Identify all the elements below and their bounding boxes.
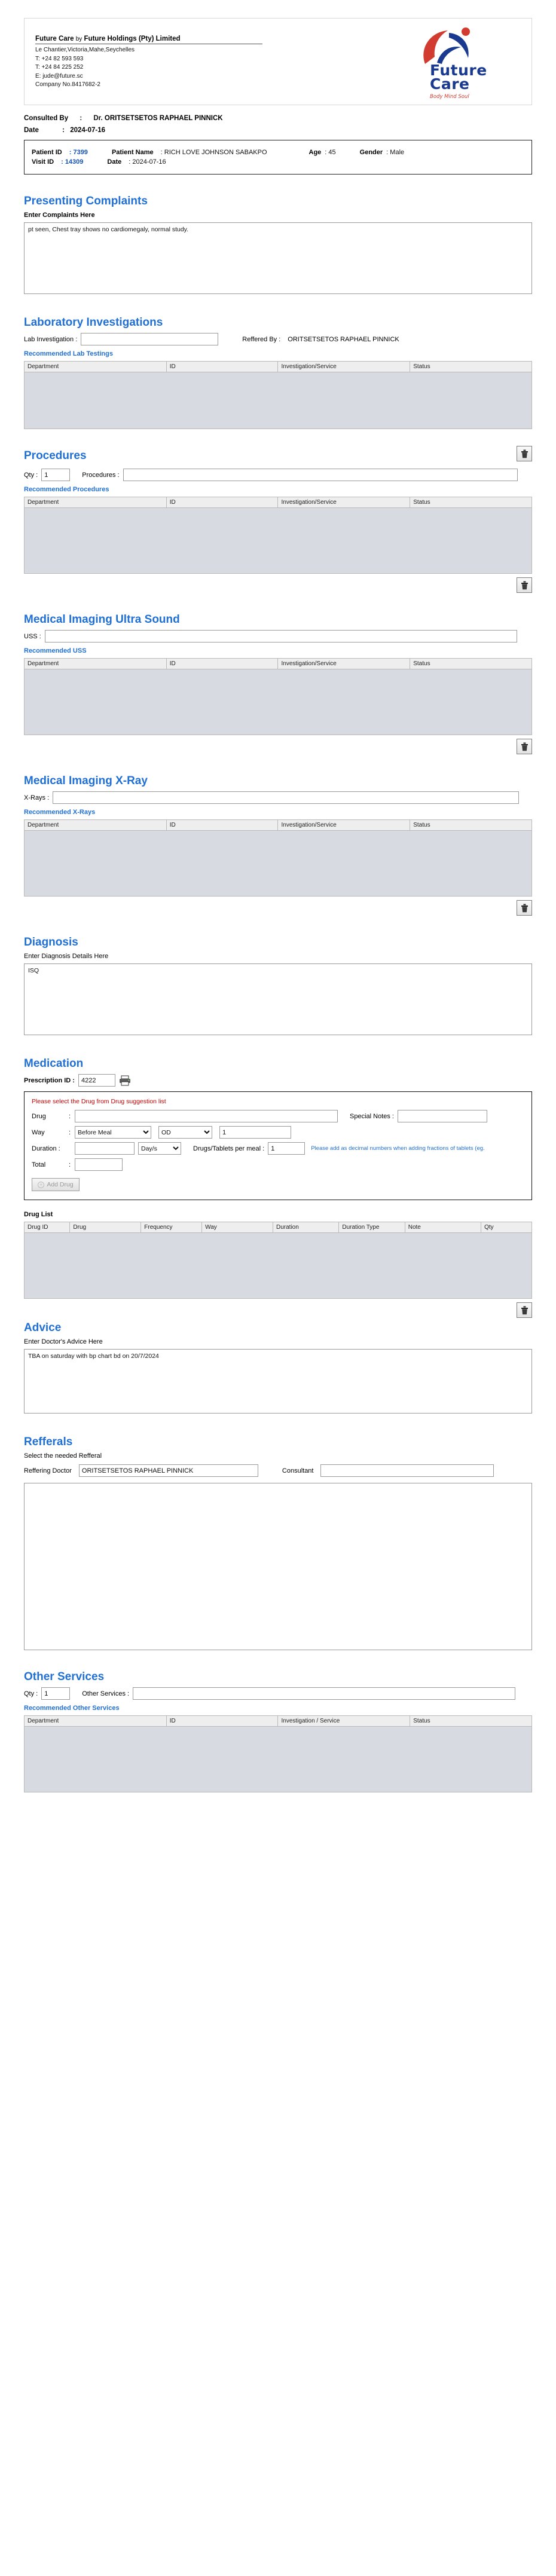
drug-col-qty: Qty	[481, 1222, 532, 1233]
drug-col-id: Drug ID	[25, 1222, 70, 1233]
medication-heading: Medication	[24, 1057, 84, 1070]
procedures-heading: Procedures	[24, 449, 87, 462]
consulted-by-row	[24, 115, 532, 122]
consult-date-value: 2024-07-16	[70, 127, 106, 134]
uss-heading: Medical Imaging Ultra Sound	[24, 613, 180, 626]
drug-col-duration: Duration	[273, 1222, 339, 1233]
xray-col-id: ID	[166, 820, 278, 831]
xray-delete-button[interactable]	[517, 900, 532, 916]
patient-name-label: Patient Name	[111, 149, 154, 156]
procedures-qty-input[interactable]	[41, 469, 70, 481]
company-by: by	[75, 36, 83, 42]
xray-col-status: Status	[410, 820, 532, 831]
other-services-label: Other Services :	[82, 1690, 130, 1697]
company-number: Company No.8417682-2	[35, 81, 100, 88]
drug-list-delete-row	[24, 1302, 532, 1318]
lab-investigations-heading: Laboratory Investigations	[24, 316, 163, 329]
refferals-heading: Refferals	[24, 1436, 73, 1448]
table-header-row	[25, 1716, 532, 1727]
xray-table-body[interactable]	[24, 831, 532, 897]
logo-tagline: Body Mind Soul	[430, 94, 469, 100]
table-header-row	[25, 1222, 532, 1233]
patient-id-label: Patient ID	[32, 149, 62, 156]
patient-info-line-1	[32, 149, 524, 156]
letterhead-text	[35, 27, 262, 90]
procedures-delete-row	[24, 446, 532, 461]
way-select[interactable]	[75, 1126, 151, 1139]
patient-age-value: : 45	[325, 149, 336, 156]
procedures-table-header	[24, 497, 532, 508]
visit-id-value: : 14309	[61, 158, 84, 166]
other-services-table-body[interactable]	[24, 1727, 532, 1792]
drug-list-heading: Drug List	[24, 1211, 53, 1218]
xray-col-department: Department	[25, 820, 167, 831]
recommended-uss-link[interactable]: Recommended USS	[24, 647, 87, 654]
drug-list-table-header	[24, 1222, 532, 1233]
procedures-delete-button[interactable]	[517, 446, 532, 461]
company-title	[35, 35, 262, 44]
os-col-id: ID	[166, 1716, 278, 1727]
os-col-investigation: Investigation / Service	[278, 1716, 410, 1727]
os-col-department: Department	[25, 1716, 167, 1727]
drug-row: Drug : Special Notes :	[32, 1110, 524, 1122]
refferals-row	[24, 1464, 532, 1477]
complaints-textarea[interactable]	[24, 222, 532, 294]
proc-col-department: Department	[25, 497, 167, 508]
lab-col-status: Status	[410, 362, 532, 372]
other-services-qty-label: Qty :	[24, 1690, 38, 1697]
procedures-row-delete-button[interactable]	[517, 577, 532, 593]
trash-icon	[521, 904, 528, 913]
frequency-input[interactable]	[219, 1126, 291, 1139]
advice-heading: Advice	[24, 1321, 62, 1334]
drug-col-way: Way	[202, 1222, 273, 1233]
logo-line-2: Care	[430, 75, 470, 93]
duration-label: Duration :	[32, 1145, 60, 1152]
consult-date-label: Date	[24, 127, 39, 134]
print-icon[interactable]	[119, 1075, 131, 1086]
xray-delete-row	[24, 900, 532, 916]
reffered-by-value: ORITSETSETOS RAPHAEL PINNICK	[288, 335, 399, 343]
prescription-id-label: Prescription ID :	[24, 1076, 75, 1084]
os-col-status: Status	[410, 1716, 532, 1727]
company-rest: Future Holdings (Pty) Limited	[84, 35, 181, 42]
drug-col-drug: Drug	[70, 1222, 141, 1233]
special-notes-label: Special Notes :	[350, 1112, 394, 1120]
reffered-by-label: Reffered By :	[242, 335, 281, 343]
advice-textarea[interactable]	[24, 1349, 532, 1414]
consult-date-row	[24, 127, 532, 134]
logo-line-1: Future	[430, 62, 487, 79]
drug-input[interactable]	[75, 1110, 338, 1122]
lab-col-department: Department	[25, 362, 167, 372]
route-select[interactable]	[158, 1126, 212, 1139]
procedures-row-delete-row	[24, 577, 532, 593]
company-tel-1: T: +24 82 593 593	[35, 55, 84, 62]
lab-results-table-header	[24, 361, 532, 372]
recommended-procedures-link[interactable]: Recommended Procedures	[24, 486, 109, 493]
visit-id-label: Visit ID	[32, 158, 54, 166]
lab-investigation-input[interactable]	[81, 333, 218, 345]
refferals-sub-label: Select the needed Refferal	[24, 1452, 102, 1460]
table-header-row	[25, 362, 532, 372]
uss-table-body[interactable]	[24, 669, 532, 735]
table-header-row	[25, 820, 532, 831]
lab-investigation-label: Lab Investigation :	[24, 335, 78, 343]
uss-col-status: Status	[410, 659, 532, 669]
patient-gender-value: : Male	[386, 149, 405, 156]
other-services-qty-input[interactable]	[41, 1687, 70, 1700]
other-services-table-header	[24, 1715, 532, 1727]
xray-row	[24, 791, 532, 804]
uss-row	[24, 630, 532, 643]
uss-table-header	[24, 658, 532, 669]
visit-date-value: : 2024-07-16	[129, 158, 166, 166]
consulted-by-colon: :	[80, 115, 83, 122]
complaints-sub-label: Enter Complaints Here	[24, 212, 95, 219]
xray-label: X-Rays :	[24, 794, 50, 801]
reffering-doctor-label: Reffering Doctor	[24, 1467, 72, 1474]
proc-col-status: Status	[410, 497, 532, 508]
drug-col-duration-type: Duration Type	[339, 1222, 405, 1233]
drug-list-delete-button[interactable]	[517, 1302, 532, 1318]
procedures-input[interactable]	[123, 469, 518, 481]
plus-icon: +	[38, 1182, 44, 1188]
trash-icon	[521, 449, 528, 458]
recommended-xrays-link[interactable]: Recommended X-Rays	[24, 809, 96, 816]
uss-col-department: Department	[25, 659, 167, 669]
visit-date-label: Date	[107, 158, 122, 166]
uss-col-id: ID	[166, 659, 278, 669]
table-header-row	[25, 497, 532, 508]
add-drug-button[interactable]	[32, 1178, 80, 1191]
uss-delete-button[interactable]	[517, 739, 532, 754]
prescription-id-input[interactable]	[78, 1074, 115, 1087]
trash-icon	[521, 1306, 528, 1315]
lab-col-id: ID	[166, 362, 278, 372]
add-drug-label: Add Drug	[47, 1181, 74, 1188]
total-input[interactable]	[75, 1158, 123, 1171]
way-row: Way : Before Meal OD 1	[32, 1126, 524, 1139]
advice-sub-label: Enter Doctor's Advice Here	[24, 1338, 103, 1345]
doctor-title: Dr.	[93, 115, 103, 122]
proc-col-investigation: Investigation/Service	[278, 497, 410, 508]
per-meal-input[interactable]	[268, 1142, 305, 1155]
consultant-label: Consultant	[282, 1467, 314, 1474]
prescription-id-row	[24, 1074, 532, 1087]
company-address: Le Chantier,Victoria,Mahe,Seychelles	[35, 47, 135, 53]
presenting-complaints-heading: Presenting Complaints	[24, 195, 148, 207]
company-address-block	[35, 46, 262, 90]
lab-investigation-row	[24, 333, 532, 345]
way-label: Way	[32, 1128, 45, 1136]
company-email: E: jude@future.sc	[35, 72, 83, 79]
other-services-input[interactable]	[133, 1687, 515, 1700]
consultant-input[interactable]	[320, 1464, 494, 1477]
company-name: Future Care	[35, 35, 74, 42]
patient-info-box	[24, 140, 532, 175]
uss-delete-row	[24, 739, 532, 754]
patient-age-label: Age	[308, 149, 322, 156]
special-notes-input[interactable]	[398, 1110, 487, 1122]
refferals-panel[interactable]	[24, 1483, 532, 1650]
medication-panel	[24, 1091, 532, 1200]
reffering-doctor-input[interactable]	[79, 1464, 258, 1477]
drug-label: Drug	[32, 1112, 46, 1120]
drug-col-note: Note	[405, 1222, 481, 1233]
other-services-heading: Other Services	[24, 1671, 105, 1683]
medication-warning: Please select the Drug from Drug suggestion list	[32, 1098, 166, 1105]
patient-gender-label: Gender	[359, 149, 383, 156]
procedures-row	[24, 469, 532, 481]
diagnosis-sub-label: Enter Diagnosis Details Here	[24, 953, 109, 960]
total-label: Total	[32, 1161, 46, 1168]
trash-icon	[521, 581, 528, 590]
lab-col-investigation: Investigation/Service	[278, 362, 410, 372]
doctor-name: ORITSETSETOS RAPHAEL PINNICK	[104, 115, 223, 122]
trash-icon	[521, 742, 528, 751]
xray-col-investigation: Investigation/Service	[278, 820, 410, 831]
decimal-hint: Please add as decimal numbers when adding fractions of tablets (eg.	[311, 1145, 485, 1152]
xray-table-header	[24, 819, 532, 831]
uss-input[interactable]	[45, 630, 517, 643]
patient-id-value: : 7399	[69, 149, 88, 156]
other-services-row	[24, 1687, 532, 1700]
per-meal-label: Drugs/Tablets per meal :	[193, 1145, 265, 1152]
procedures-qty-label: Qty :	[24, 471, 38, 479]
diagnosis-heading: Diagnosis	[24, 936, 78, 949]
drug-col-frequency: Frequency	[141, 1222, 202, 1233]
patient-name-value: : RICH LOVE JOHNSON SABAKPO	[160, 149, 267, 156]
consulted-by-label: Consulted By	[24, 115, 69, 122]
drug-list-table-body[interactable]	[24, 1233, 532, 1299]
duration-row	[32, 1142, 524, 1155]
company-logo	[407, 27, 521, 99]
recommended-other-services-link[interactable]: Recommended Other Services	[24, 1705, 120, 1712]
duration-unit-select[interactable]	[138, 1142, 181, 1155]
total-row: Total :	[32, 1158, 524, 1171]
procedures-label: Procedures :	[82, 471, 120, 479]
company-tel-2: T: +24 84 225 252	[35, 64, 84, 71]
letterhead	[24, 18, 532, 105]
proc-col-id: ID	[166, 497, 278, 508]
uss-col-investigation: Investigation/Service	[278, 659, 410, 669]
procedures-table-body[interactable]	[24, 508, 532, 574]
table-header-row	[25, 659, 532, 669]
patient-info-line-2	[32, 158, 524, 166]
logo-wordmark	[430, 62, 487, 100]
diagnosis-textarea[interactable]	[24, 963, 532, 1035]
duration-input[interactable]	[75, 1142, 135, 1155]
lab-results-table-body[interactable]	[24, 372, 532, 429]
consult-date-colon: :	[62, 127, 65, 134]
xray-heading: Medical Imaging X-Ray	[24, 775, 148, 787]
recommended-lab-testings-link[interactable]: Recommended Lab Testings	[24, 350, 113, 357]
xray-input[interactable]	[53, 791, 519, 804]
uss-label: USS :	[24, 632, 41, 640]
